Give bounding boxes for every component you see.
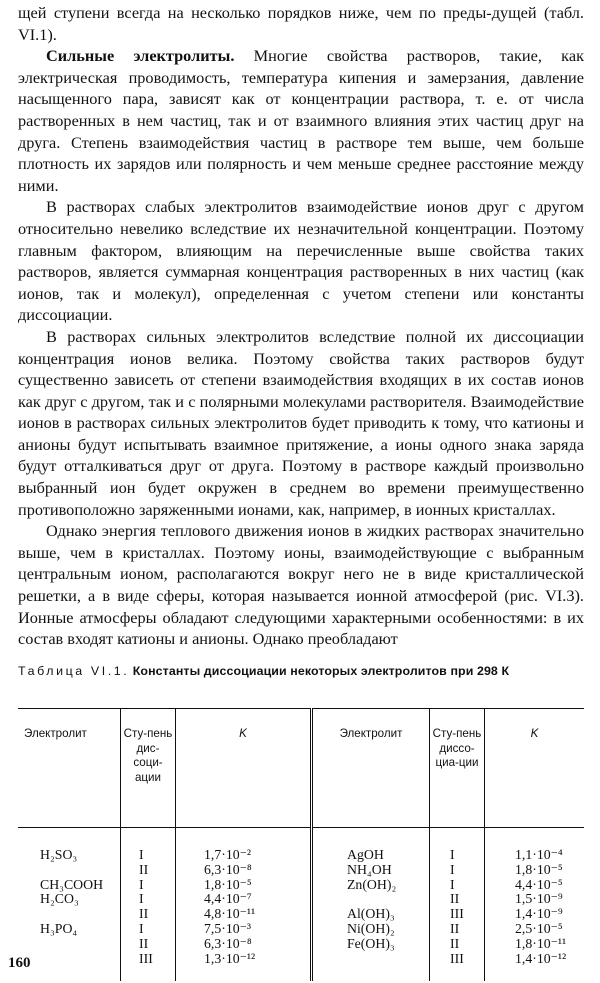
section-heading: Сильные электролиты. bbox=[46, 46, 235, 66]
header-k: K bbox=[176, 709, 312, 828]
electrolyte-2-cell: Ni(OH)₂ bbox=[312, 922, 430, 937]
table-body bbox=[18, 828, 584, 982]
header-electrolyte-2: Электролит bbox=[312, 709, 430, 828]
electrolyte-2-cell: Fe(OH)₃ bbox=[312, 937, 430, 952]
table-caption-label: Таблица VI.1. bbox=[18, 663, 130, 678]
degree-2-cell: III bbox=[430, 907, 485, 922]
table-caption bbox=[18, 664, 584, 678]
page-number: 160 bbox=[8, 955, 31, 971]
table-row bbox=[18, 863, 584, 878]
k-cell: 7,5·10⁻³ bbox=[176, 922, 312, 937]
table-row bbox=[18, 952, 584, 967]
spacer-cell bbox=[312, 966, 430, 981]
degree-cell: I bbox=[121, 892, 176, 907]
paragraph-ionic-atmosphere: Однако энергия теплового движения ионов в жидких растворах значительно выше, чем в кристаллах. Поэтому ионы, взаимодействующие с выбранным центральным ионом, располагаются вокруг него не в виде кристаллической решетки, а в виде сферы, которая называется ионной атмосферой (рис. VI.3). Ионные атмосферы обладают следующими характерными особенностями: в их состав входят катионы и анионы. Однако преобладают bbox=[18, 521, 584, 649]
k-cell: 1,7·10⁻² bbox=[176, 828, 312, 863]
k-2-cell: 1,8·10⁻⁵ bbox=[485, 863, 585, 878]
k-2-cell: 1,1·10⁻⁴ bbox=[485, 828, 585, 863]
electrolyte-2-cell: Zn(OH)₂ bbox=[312, 878, 430, 893]
electrolyte-cell: H₂CO₃ bbox=[40, 891, 79, 907]
paragraph-text: Многие свойства растворов, такие, как электрическая проводимость, температура кипения и замерзания, давление насыщенного пара, зависят как от концентрации раствора, т. е. от числа растворенных в нем частиц, так и от взаимного влияния этих частиц друг на друга. Степень взаимодействия частиц в растворе тем выше, чем больше плотность их зарядов или полярность и чем меньше среднее расстояние между ними. bbox=[18, 46, 584, 195]
k-cell: 1,8·10⁻⁵ bbox=[176, 878, 312, 893]
electrolyte-2-cell bbox=[312, 952, 430, 967]
electrolyte-cell: CH₃COOH bbox=[40, 876, 104, 892]
electrolyte-2-cell: NH₄OH bbox=[312, 863, 430, 878]
degree-cell: III bbox=[121, 952, 176, 967]
degree-cell: I bbox=[121, 828, 176, 863]
electrolyte-cell bbox=[18, 952, 121, 967]
k-cell: 1,3·10⁻¹² bbox=[176, 952, 312, 967]
spacer-cell bbox=[485, 966, 585, 981]
degree-2-cell: I bbox=[430, 863, 485, 878]
k-2-cell: 1,8·10⁻¹¹ bbox=[485, 937, 585, 952]
paragraph-weak-electrolytes: В растворах слабых электролитов взаимодействие ионов друг с другом относительно невелико вследствие их незначительной концентрации. Поэтому главным фактором, влияющим на перечисленные выше свойства таких растворов, является суммарная концентрация растворенных в них частиц (как ионов, так и молекул), определенная с учетом степени или константы диссоциации. bbox=[18, 197, 584, 325]
electrolyte-cell bbox=[18, 863, 121, 878]
header-degree: Сту-пень дис-соци-ации bbox=[121, 709, 176, 828]
k-cell: 6,3·10⁻⁸ bbox=[176, 937, 312, 952]
degree-2-cell: II bbox=[430, 922, 485, 937]
spacer-cell bbox=[18, 966, 121, 981]
header-electrolyte: Электролит bbox=[18, 709, 121, 828]
table-spacer-row bbox=[18, 966, 584, 981]
degree-cell: II bbox=[121, 863, 176, 878]
k-2-cell: 2,5·10⁻⁵ bbox=[485, 922, 585, 937]
degree-2-cell: II bbox=[430, 892, 485, 907]
table-caption-title: Константы диссоциации некоторых электролитов при 298 К bbox=[132, 663, 510, 678]
degree-cell: I bbox=[121, 922, 176, 937]
electrolyte-cell: H₂SO₃ bbox=[40, 847, 78, 862]
k-2-cell: 4,4·10⁻⁵ bbox=[485, 878, 585, 893]
k-cell: 6,3·10⁻⁸ bbox=[176, 863, 312, 878]
table-header-row bbox=[18, 709, 584, 828]
k-2-cell: 1,4·10⁻⁹ bbox=[485, 907, 585, 922]
paragraph-strong-solutions: В растворах сильных электролитов вследствие полной их диссоциации концентрация ионов велика. Поэтому свойства таких растворов будут существенно зависеть от степени взаимодействия входящих в их состав ионов как друг с другом, так и с полярными молекулами растворителя. Взаимодействие ионов в растворах сильных электролитов будет приводить к тому, что катионы и анионы будут испытывать взаимное притяжение, а ионы одного знака заряда будут отталкиваться друг от друга. Поэтому в растворе каждый произвольно выбранный ион будет окружен в среднем во времени преимущественно противоположно заряженными ионами, как, например, в ионных кристаллах. bbox=[18, 326, 584, 519]
degree-2-cell: I bbox=[430, 878, 485, 893]
dissociation-constants-table bbox=[18, 708, 584, 981]
degree-cell: I bbox=[121, 878, 176, 893]
k-cell: 4,8·10⁻¹¹ bbox=[176, 907, 312, 922]
table-row bbox=[18, 907, 584, 922]
k-2-cell: 1,5·10⁻⁹ bbox=[485, 892, 585, 907]
electrolyte-2-cell: Al(OH)₃ bbox=[312, 907, 430, 922]
table-row bbox=[18, 922, 584, 937]
paragraph-strong-electrolytes bbox=[18, 45, 584, 196]
electrolyte-2-cell: AgOH bbox=[312, 828, 430, 863]
electrolyte-2-cell bbox=[312, 892, 430, 907]
degree-2-cell: II bbox=[430, 937, 485, 952]
degree-cell: II bbox=[121, 907, 176, 922]
paragraph-continuation: щей ступени всегда на несколько порядков ниже, чем по преды-дущей (табл. VI.1). bbox=[18, 3, 584, 44]
table-row bbox=[18, 892, 584, 907]
spacer-cell bbox=[121, 966, 176, 981]
degree-2-cell: I bbox=[430, 828, 485, 863]
page-body bbox=[18, 2, 584, 678]
header-degree-2: Сту-пень диссо-циа-ции bbox=[430, 709, 485, 828]
k-2-cell: 1,4·10⁻¹² bbox=[485, 952, 585, 967]
spacer-cell bbox=[176, 966, 312, 981]
degree-2-cell: III bbox=[430, 952, 485, 967]
electrolyte-cell bbox=[18, 937, 121, 952]
electrolyte-cell: H₃PO₄ bbox=[40, 920, 78, 936]
table-row bbox=[18, 828, 584, 863]
table-row bbox=[18, 937, 584, 952]
degree-cell: II bbox=[121, 937, 176, 952]
header-k-2: K bbox=[485, 709, 585, 828]
k-cell: 4,4·10⁻⁷ bbox=[176, 892, 312, 907]
table-row bbox=[18, 878, 584, 893]
electrolyte-cell bbox=[18, 907, 121, 922]
spacer-cell bbox=[430, 966, 485, 981]
